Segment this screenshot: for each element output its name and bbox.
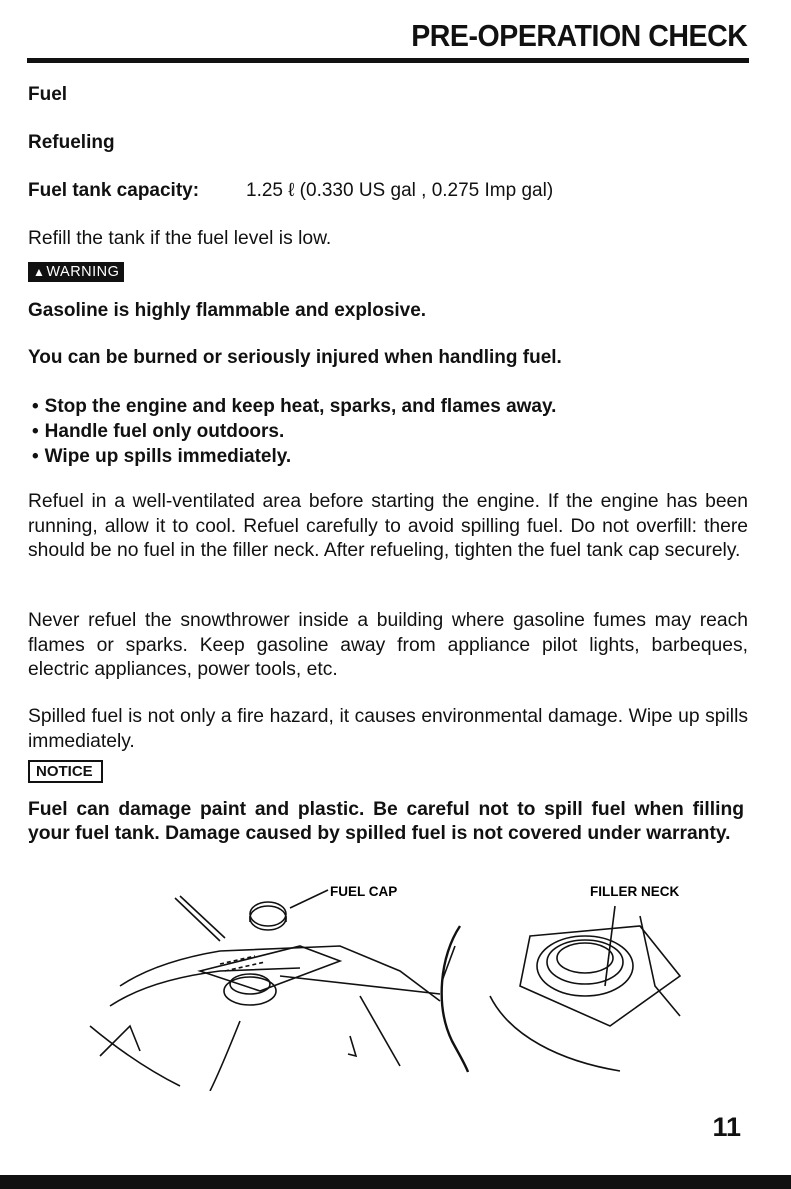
warning-badge	[28, 262, 124, 282]
warning-line-1: Gasoline is highly flammable and explosive.	[28, 300, 427, 321]
notice-text: Fuel can damage paint and plastic. Be careful not to spill fuel when filling your fuel tank. Damage caused by spilled fuel is not covered under warranty.	[28, 799, 744, 844]
left-engine-drawing	[90, 890, 440, 1091]
list-item: • Stop the engine and keep heat, sparks, and flames away.	[32, 394, 556, 419]
bottom-border-bar	[0, 1175, 791, 1189]
warning-triangle-icon: ▲	[33, 265, 46, 279]
page-number: 11	[712, 1112, 741, 1142]
list-item: • Wipe up spills immediately.	[32, 444, 556, 469]
fuel-capacity-row	[28, 180, 554, 202]
header-rule	[27, 58, 749, 63]
spilled-fuel-paragraph: Spilled fuel is not only a fire hazard, it causes environmental damage. Wipe up spills immediately.	[28, 706, 748, 752]
section-subtitle: Refueling	[28, 132, 115, 153]
never-refuel-paragraph: Never refuel the snowthrower inside a building where gasoline fumes may reach flames or sparks. Keep gasoline away from appliance pilot lights, barbeques, electric appliances, power tools, etc.	[28, 610, 748, 680]
fuel-cap-label: FUEL CAP	[330, 884, 398, 899]
list-item: • Handle fuel only outdoors.	[32, 419, 556, 444]
fuel-capacity-value: 1.25 ℓ (0.330 US gal , 0.275 Imp gal)	[246, 180, 554, 201]
warning-bullet-list	[32, 394, 556, 469]
right-filler-neck-drawing	[442, 906, 680, 1072]
refuel-paragraph: Refuel in a well-ventilated area before starting the engine. If the engine has been running, allow it to cool. Refuel carefully to avoid spilling fuel. Do not overfill: there should be no fuel in the filler neck. After refueling, tighten the fuel tank cap securely.	[28, 491, 748, 561]
section-title: Fuel	[28, 84, 68, 105]
warning-badge-label: WARNING	[46, 264, 120, 280]
fuel-capacity-label: Fuel tank capacity:	[28, 180, 200, 201]
fuel-cap-illustration	[80, 876, 710, 1091]
notice-badge: NOTICE	[28, 760, 103, 783]
refill-text: Refill the tank if the fuel level is low.	[28, 228, 332, 249]
page-title: PRE-OPERATION CHECK	[410, 18, 747, 53]
filler-neck-label: FILLER NECK	[590, 884, 680, 899]
warning-line-2: You can be burned or seriously injured when handling fuel.	[28, 347, 562, 368]
